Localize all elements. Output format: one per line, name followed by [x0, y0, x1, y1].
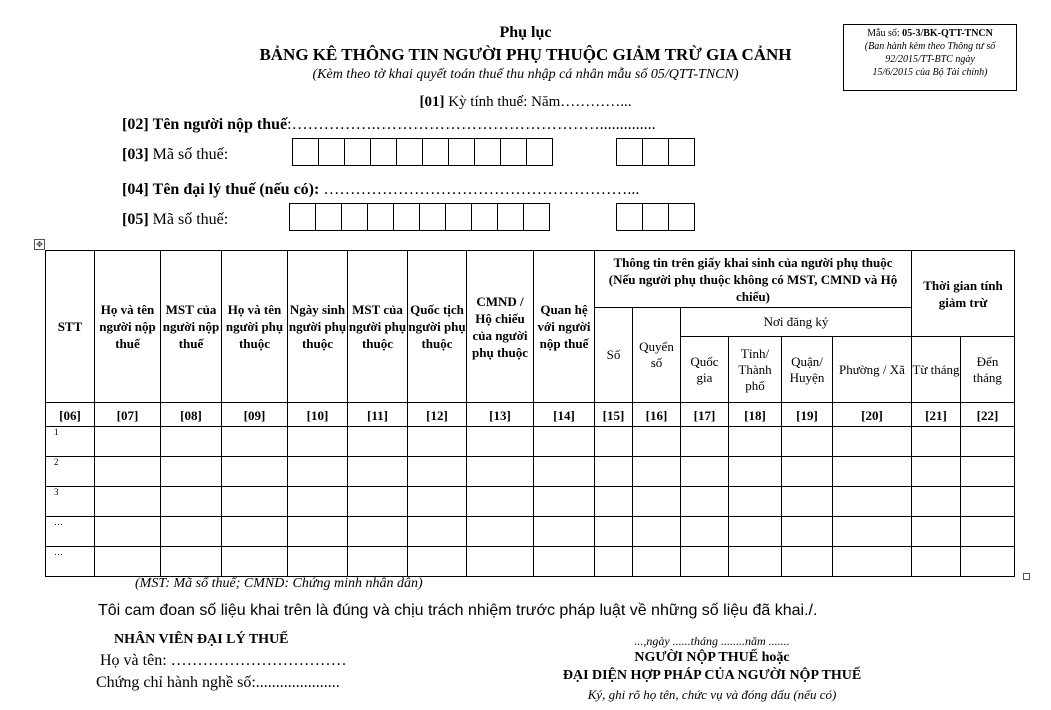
signature-note: Ký, ghi rõ họ tên, chức vụ và đóng dấu (nếu có)	[587, 687, 837, 702]
tin-digit-box[interactable]	[370, 138, 397, 166]
table-cell[interactable]	[534, 487, 595, 517]
tin-digit-box[interactable]	[341, 203, 368, 231]
taxpayer-tin-label-group	[122, 146, 228, 164]
column-number: [22]	[961, 403, 1015, 427]
table-cell[interactable]	[222, 487, 288, 517]
table-cell[interactable]	[782, 547, 833, 577]
column-number: [16]	[633, 403, 681, 427]
table-cell[interactable]	[782, 457, 833, 487]
table-cell[interactable]	[681, 457, 729, 487]
table-cell[interactable]	[912, 427, 961, 457]
table-cell[interactable]	[222, 457, 288, 487]
commitment-statement: Tôi cam đoan số liệu khai trên là đúng và chịu trách nhiệm trước pháp luật về những số liệu đã khai./.	[98, 602, 818, 619]
table-cell[interactable]	[961, 517, 1015, 547]
tin-digit-box[interactable]	[315, 203, 342, 231]
tin-digit-box[interactable]	[344, 138, 371, 166]
table-cell[interactable]	[633, 487, 681, 517]
tin-digit-box[interactable]	[292, 138, 319, 166]
tax-period	[0, 94, 1051, 111]
taxpayer-tin-branch-boxes[interactable]	[616, 138, 694, 166]
table-cell[interactable]	[222, 547, 288, 577]
column-number: [11]	[348, 403, 408, 427]
table-cell[interactable]	[467, 547, 534, 577]
table-cell[interactable]	[408, 487, 467, 517]
table-cell[interactable]	[961, 487, 1015, 517]
tin-digit-box[interactable]	[500, 138, 527, 166]
column-number: [10]	[288, 403, 348, 427]
row-index: 2	[46, 457, 95, 487]
tin-digit-box[interactable]	[396, 138, 423, 166]
taxpayer-name-input[interactable]: :…………….……………………………………..............	[287, 116, 656, 133]
tin-digit-box[interactable]	[497, 203, 524, 231]
legal-representative-title: ĐẠI DIỆN HỢP PHÁP CỦA NGƯỜI NỘP THUẾ	[562, 668, 862, 683]
table-cell[interactable]	[467, 457, 534, 487]
column-number: [21]	[912, 403, 961, 427]
header-nationality: Quốc tịch người phụ thuộc	[408, 251, 467, 403]
table-cell[interactable]	[633, 457, 681, 487]
table-cell[interactable]	[534, 457, 595, 487]
table-cell[interactable]	[348, 427, 408, 457]
table-row	[46, 487, 1015, 517]
table-cell[interactable]	[833, 547, 912, 577]
table-cell[interactable]	[633, 547, 681, 577]
table-resize-handle[interactable]	[1023, 573, 1030, 580]
table-cell[interactable]	[729, 517, 782, 547]
table-cell[interactable]	[729, 457, 782, 487]
appendix-label: Phụ lục	[499, 24, 552, 41]
table-cell[interactable]	[161, 457, 222, 487]
agent-tin-code: [05]	[122, 211, 149, 228]
table-row	[46, 457, 1015, 487]
table-cell[interactable]	[408, 517, 467, 547]
header-registration-place: Nơi đăng ký	[681, 308, 912, 337]
agent-name-label: Tên đại lý thuế (nếu có):	[152, 181, 320, 198]
table-cell[interactable]	[729, 427, 782, 457]
table-cell[interactable]	[912, 517, 961, 547]
form-code-label: Mẫu số:	[867, 28, 900, 39]
column-number: [14]	[534, 403, 595, 427]
row-index: 3	[46, 487, 95, 517]
header-dependent-tin: MST của người phụ thuộc	[348, 251, 408, 403]
dependents-table	[45, 250, 1015, 577]
table-cell[interactable]	[288, 457, 348, 487]
table-cell[interactable]	[288, 517, 348, 547]
taxpayer-name-field[interactable]	[122, 116, 656, 134]
column-number: [09]	[222, 403, 288, 427]
table-cell[interactable]	[467, 487, 534, 517]
tin-digit-box[interactable]	[393, 203, 420, 231]
table-cell[interactable]	[782, 517, 833, 547]
header-province: Tỉnh/ Thành phố	[729, 337, 782, 403]
table-cell[interactable]	[348, 487, 408, 517]
tin-digit-box[interactable]	[445, 203, 472, 231]
page-title: BẢNG KÊ THÔNG TIN NGƯỜI PHỤ THUỘC GIẢM TRỪ GIA CẢNH	[259, 45, 792, 64]
table-cell[interactable]	[681, 547, 729, 577]
table-cell[interactable]	[961, 457, 1015, 487]
tin-digit-box[interactable]	[471, 203, 498, 231]
issued-line-1: (Ban hành kèm theo Thông tư số	[864, 41, 996, 52]
table-cell[interactable]	[633, 517, 681, 547]
agent-staff-title: NHÂN VIÊN ĐẠI LÝ THUẾ	[114, 632, 289, 647]
table-cell[interactable]	[961, 547, 1015, 577]
table-cell[interactable]	[833, 487, 912, 517]
table-cell[interactable]	[408, 457, 467, 487]
table-cell[interactable]	[595, 547, 633, 577]
form-code: 05-3/BK-QTT-TNCN	[902, 28, 993, 39]
table-move-handle-icon[interactable]: ✥	[34, 239, 45, 250]
tin-digit-box[interactable]	[318, 138, 345, 166]
table-cell[interactable]	[912, 487, 961, 517]
tax-period-text[interactable]: Kỳ tính thuế: Năm…………...	[448, 94, 632, 110]
table-cell[interactable]	[95, 427, 161, 457]
table-cell[interactable]	[681, 487, 729, 517]
column-number: [12]	[408, 403, 467, 427]
header-district: Quận/ Huyện	[782, 337, 833, 403]
tin-digit-box[interactable]	[448, 138, 475, 166]
tin-digit-box[interactable]	[419, 203, 446, 231]
agent-tin-label: Mã số thuế:	[152, 211, 229, 228]
tin-digit-box[interactable]	[616, 203, 643, 231]
tin-digit-box[interactable]	[474, 138, 501, 166]
tin-digit-box[interactable]	[289, 203, 316, 231]
tin-digit-box[interactable]	[668, 203, 695, 231]
agent-cert-number[interactable]: Chứng chỉ hành nghề số:.....................	[96, 674, 340, 691]
agent-name-input[interactable]: …………………………………………………...	[323, 181, 640, 198]
column-number: [18]	[729, 403, 782, 427]
issued-line-3: 15/6/2015 của Bộ Tài chính)	[872, 67, 988, 78]
table-cell[interactable]	[288, 487, 348, 517]
table-cell[interactable]	[729, 487, 782, 517]
column-number: [15]	[595, 403, 633, 427]
header-cert-book: Quyển số	[633, 308, 681, 403]
table-cell[interactable]	[681, 427, 729, 457]
agent-tin-label-group	[122, 211, 228, 229]
table-cell[interactable]	[348, 457, 408, 487]
table-cell[interactable]	[161, 547, 222, 577]
header-stt: STT	[46, 251, 95, 403]
table-cell[interactable]	[161, 517, 222, 547]
table-cell[interactable]	[595, 427, 633, 457]
header-deduction-period: Thời gian tính giảm trừ	[912, 251, 1015, 337]
column-number: [06]	[46, 403, 95, 427]
table-cell[interactable]	[534, 547, 595, 577]
column-number-row	[46, 403, 1015, 427]
table-cell[interactable]	[348, 517, 408, 547]
taxpayer-name-code: [02]	[122, 116, 149, 133]
table-cell[interactable]	[782, 487, 833, 517]
table-cell[interactable]	[912, 547, 961, 577]
table-cell[interactable]	[348, 547, 408, 577]
table-cell[interactable]	[161, 487, 222, 517]
table-cell[interactable]	[467, 517, 534, 547]
tin-digit-box[interactable]	[668, 138, 695, 166]
table-cell[interactable]	[95, 457, 161, 487]
table-cell[interactable]	[729, 547, 782, 577]
date-line[interactable]: ...,ngày ......tháng ........năm .......	[634, 634, 790, 648]
agent-tin-branch-boxes[interactable]	[616, 203, 694, 231]
table-cell[interactable]	[833, 517, 912, 547]
row-index: 1	[46, 427, 95, 457]
header-from-month: Từ tháng	[912, 337, 961, 403]
row-index: …	[46, 517, 95, 547]
table-cell[interactable]	[161, 427, 222, 457]
table-cell[interactable]	[912, 457, 961, 487]
table-cell[interactable]	[595, 487, 633, 517]
table-cell[interactable]	[534, 427, 595, 457]
column-number: [17]	[681, 403, 729, 427]
agent-name-field[interactable]	[122, 181, 639, 199]
taxpayer-tin-label: Mã số thuế:	[152, 146, 229, 163]
table-cell[interactable]	[288, 427, 348, 457]
column-number: [07]	[95, 403, 161, 427]
table-cell[interactable]	[408, 547, 467, 577]
tin-digit-box[interactable]	[616, 138, 643, 166]
header-dependent-name: Họ và tên người phụ thuộc	[222, 251, 288, 403]
table-cell[interactable]	[408, 427, 467, 457]
column-number: [08]	[161, 403, 222, 427]
table-cell[interactable]	[95, 547, 161, 577]
table-cell[interactable]	[782, 427, 833, 457]
table-cell[interactable]	[288, 547, 348, 577]
tin-digit-box[interactable]	[367, 203, 394, 231]
table-cell[interactable]	[222, 427, 288, 457]
table-row	[46, 427, 1015, 457]
table-cell[interactable]	[595, 457, 633, 487]
table-cell[interactable]	[833, 427, 912, 457]
table-row	[46, 547, 1015, 577]
taxpayer-signature-title: NGƯỜI NỘP THUẾ hoặc	[634, 650, 790, 665]
tin-digit-box[interactable]	[422, 138, 449, 166]
table-cell[interactable]	[95, 517, 161, 547]
table-cell[interactable]	[833, 457, 912, 487]
table-cell[interactable]	[222, 517, 288, 547]
column-number: [20]	[833, 403, 912, 427]
page-subtitle: (Kèm theo tờ khai quyết toán thuế thu nhập cá nhân mẫu số 05/QTT-TNCN)	[312, 67, 739, 82]
table-cell[interactable]	[95, 487, 161, 517]
header-to-month: Đến tháng	[961, 337, 1015, 403]
tin-digit-box[interactable]	[523, 203, 550, 231]
header-taxpayer-tin: MST của người nộp thuế	[161, 251, 222, 403]
table-row	[46, 517, 1015, 547]
taxpayer-tin-code: [03]	[122, 146, 149, 163]
table-cell[interactable]	[681, 517, 729, 547]
header-ward: Phường / Xã	[833, 337, 912, 403]
agent-tin-boxes[interactable]	[289, 203, 549, 231]
header-relationship: Quan hệ với người nộp thuế	[534, 251, 595, 403]
agent-staff-name[interactable]: Họ và tên: ……………………………	[100, 652, 347, 669]
agent-name-code: [04]	[122, 181, 149, 198]
table-cell[interactable]	[467, 427, 534, 457]
tin-digit-box[interactable]	[526, 138, 553, 166]
header-birth-cert-group: Thông tin trên giấy khai sinh của người phụ thuộc (Nếu người phụ thuộc không có MST, CMND và Hộ chiếu)	[595, 251, 912, 308]
header-id-passport: CMND / Hộ chiếu của người phụ thuộc	[467, 251, 534, 403]
header-country: Quốc gia	[681, 337, 729, 403]
tin-digit-box[interactable]	[642, 203, 669, 231]
tax-period-code: [01]	[419, 94, 445, 110]
table-cell[interactable]	[595, 517, 633, 547]
taxpayer-name-label: Tên người nộp thuế	[152, 116, 288, 133]
column-number: [13]	[467, 403, 534, 427]
issued-line-2: 92/2015/TT-BTC ngày	[885, 54, 975, 65]
table-cell[interactable]	[633, 427, 681, 457]
table-cell[interactable]	[534, 517, 595, 547]
table-cell[interactable]	[961, 427, 1015, 457]
taxpayer-tin-boxes[interactable]	[292, 138, 552, 166]
row-index: …	[46, 547, 95, 577]
abbreviation-note: (MST: Mã số thuế; CMND: Chứng minh nhân dân)	[135, 576, 423, 591]
tin-digit-box[interactable]	[642, 138, 669, 166]
header-cert-number: Số	[595, 308, 633, 403]
header-taxpayer-name: Họ và tên người nộp thuế	[95, 251, 161, 403]
column-number: [19]	[782, 403, 833, 427]
header-dependent-dob: Ngày sinh người phụ thuộc	[288, 251, 348, 403]
